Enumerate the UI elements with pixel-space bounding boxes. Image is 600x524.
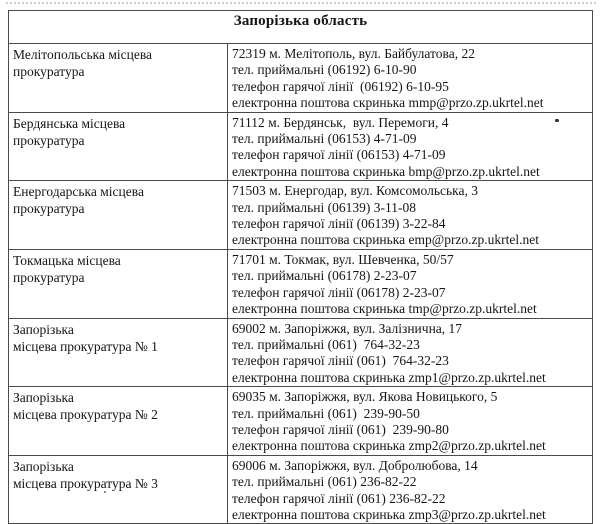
office-reception-phone: тел. приймальні (061) 239-90-50 <box>232 405 420 421</box>
office-name-line: Бердянська місцева <box>13 115 126 131</box>
office-reception-phone: тел. приймальні (06153) 4-71-09 <box>232 131 417 147</box>
scan-artifact-dot <box>555 119 559 122</box>
office-reception-phone: тел. приймальні (061) 236-82-22 <box>232 474 417 490</box>
office-hotline-phone: телефон гарячої лінії (061) 236-82-22 <box>232 490 446 506</box>
office-name-cell <box>9 455 228 524</box>
office-email: електронна поштова скринька tmp@przo.zp.ukrtel.net <box>232 301 537 317</box>
office-name-cell <box>9 387 228 456</box>
office-reception-phone: тел. приймальні (06178) 2-23-07 <box>232 268 417 284</box>
office-reception-phone: тел. приймальні (061) 764-32-23 <box>232 336 420 352</box>
office-name-line: місцева прокуратура № 3 <box>13 475 158 491</box>
office-details-cell <box>228 112 593 181</box>
office-address: 71503 м. Енергодар, вул. Комсомольська, 3 <box>232 183 478 199</box>
office-name-line: Мелітопольська місцева <box>13 47 153 62</box>
table-row <box>9 112 593 181</box>
office-email: електронна поштова скринька zmp3@przo.zp.ukrtel.net <box>232 506 546 522</box>
office-name-line: Запорізька <box>13 321 74 337</box>
office-name-line: місцева прокуратура № 1 <box>13 338 158 354</box>
office-name-line: Запорізька <box>13 390 74 406</box>
office-hotline-phone: телефон гарячої лінії (061) 764-32-23 <box>232 353 449 369</box>
office-hotline-phone: телефон гарячої лінії (06153) 4-71-09 <box>232 147 446 163</box>
office-email: електронна поштова скринька zmp1@przo.zp.ukrtel.net <box>232 369 546 385</box>
office-name-cell <box>9 181 228 250</box>
office-name-line: прокуратура <box>13 132 85 148</box>
prosecutors-contact-table <box>8 10 593 524</box>
office-name-cell <box>9 112 228 181</box>
office-details-cell <box>228 249 593 318</box>
office-hotline-phone: телефон гарячої лінії (06192) 6-10-95 <box>232 78 449 94</box>
office-email: електронна поштова скринька emp@przo.zp.ukrtel.net <box>232 232 540 248</box>
office-address: 69006 м. Запоріжжя, вул. Добролюбова, 14 <box>232 457 478 473</box>
office-name-line: місцева прокуратура № 2 <box>13 407 158 423</box>
table-row <box>9 318 593 387</box>
office-name-line: прокуратура <box>13 201 85 217</box>
office-hotline-phone: телефон гарячої лінії (061) 239-90-80 <box>232 421 449 437</box>
scan-artifact-dot <box>104 491 106 493</box>
office-details-cell <box>228 455 593 524</box>
office-reception-phone: тел. приймальні (06139) 3-11-08 <box>232 199 416 215</box>
region-title: Запорізька область <box>9 11 593 44</box>
office-address: 72319 м. Мелітополь, вул. Байбулатова, 22 <box>232 46 475 61</box>
table-row <box>9 455 593 524</box>
office-address: 69035 м. Запоріжжя, вул. Якова Новицького, 5 <box>232 389 498 405</box>
office-reception-phone: тел. приймальні (06192) 6-10-90 <box>232 62 417 78</box>
office-hotline-phone: телефон гарячої лінії (06139) 3-22-84 <box>232 216 446 232</box>
office-email: електронна поштова скринька mmp@przo.zp.ukrtel.net <box>232 95 544 111</box>
table-row <box>9 181 593 250</box>
office-address: 71701 м. Токмак, вул. Шевченка, 50/57 <box>232 251 454 267</box>
office-address: 69002 м. Запоріжжя, вул. Залізнична, 17 <box>232 320 463 336</box>
table-header-row <box>9 11 593 44</box>
office-name-line: прокуратура <box>13 64 85 79</box>
office-hotline-phone: телефон гарячої лінії (06178) 2-23-07 <box>232 284 446 300</box>
office-details-cell <box>228 181 593 250</box>
office-name-line: Енергодарська місцева <box>13 184 144 200</box>
office-name-cell <box>9 318 228 387</box>
office-address: 71112 м. Бердянськ, вул. Перемоги, 4 <box>232 114 449 130</box>
table-row <box>9 44 593 113</box>
office-name-line: прокуратура <box>13 269 85 285</box>
office-details-cell <box>228 318 593 387</box>
office-email: електронна поштова скринька zmp2@przo.zp.ukrtel.net <box>232 438 546 454</box>
table-row <box>9 249 593 318</box>
office-details-cell <box>228 387 593 456</box>
office-name-line: Токмацька місцева <box>13 252 121 268</box>
office-details-cell <box>228 44 593 113</box>
office-email: електронна поштова скринька bmp@przo.zp.ukrtel.net <box>232 163 540 179</box>
scan-artifact-edge-line <box>6 2 596 4</box>
office-name-line: Запорізька <box>13 458 74 474</box>
table-row <box>9 387 593 456</box>
office-name-cell <box>9 249 228 318</box>
office-name-cell <box>9 44 228 113</box>
